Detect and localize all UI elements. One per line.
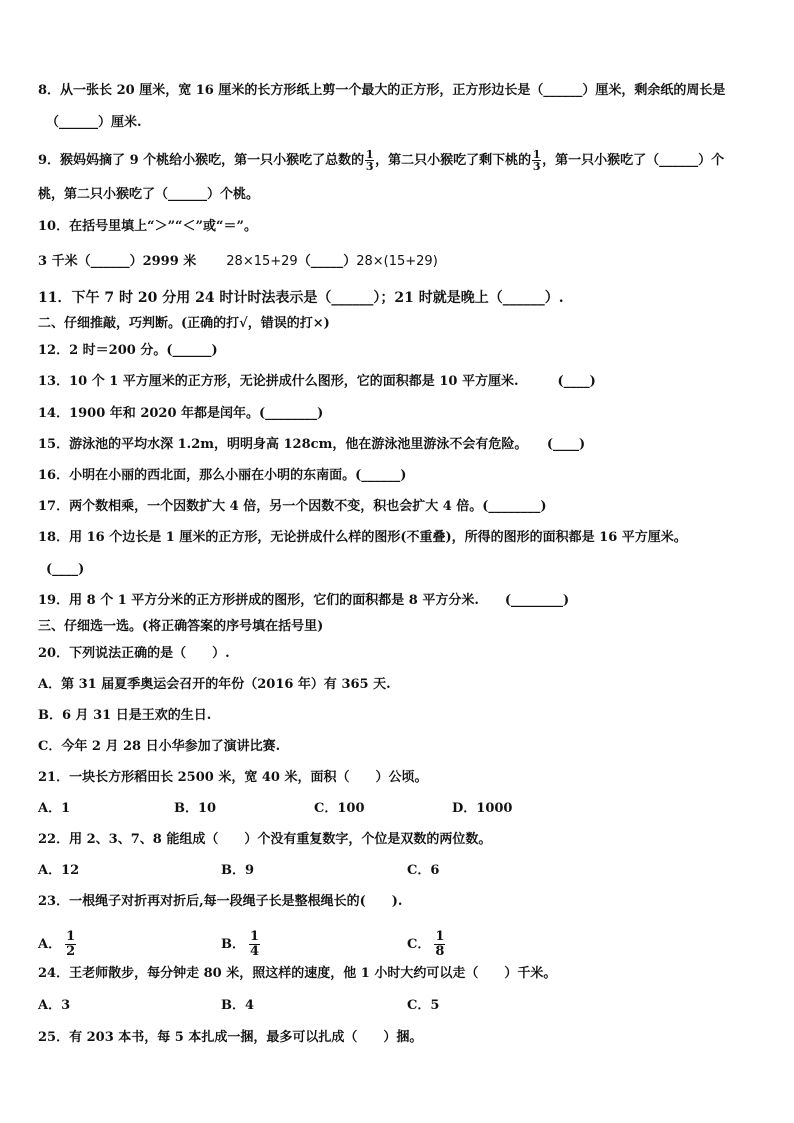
fraction-numerator: 1 [365,148,374,161]
q10-line2 [38,254,438,270]
fraction-denominator: 4 [249,944,260,959]
fraction-numerator: 1 [249,929,260,944]
q24-option-c: C．5 [407,998,440,1013]
q9-line2: 桃，第二只小猴吃了（______）个桃。 [38,187,260,202]
q22-option-a: A．12 [38,863,80,878]
q10-blank: （_____） [297,254,357,269]
q24-option-b: B．4 [221,998,255,1013]
q21-option-b: B．10 [174,801,217,816]
q8-line1: 8．从一张长 20 厘米，宽 16 厘米的长方形纸上剪一个最大的正方形，正方形边长是（______）厘米，剩余纸的周长是 [38,83,726,98]
q18-line2: (____) [46,562,85,577]
option-label: A． [38,937,62,952]
q24-stem: 24．王老师散步，每分钟走 80 米，照这样的速度，他 1 小时大约可以走（ ）千米。 [38,966,557,981]
q20-option-a: A．第 31 届夏季奥运会召开的年份（2016 年）有 365 天. [38,677,391,692]
fraction-numerator: 1 [435,929,445,944]
q20-stem: 20．下列说法正确的是（ ）. [38,646,230,661]
fraction-denominator: 3 [532,160,541,173]
fraction-denominator: 2 [66,944,76,959]
q21-stem: 21．一块长方形稻田长 2500 米，宽 40 米，面积（ ）公顷。 [38,770,428,785]
q9-text-3: ，第一只小猴吃了（______）个 [542,153,725,168]
q24-option-a: A．3 [38,998,71,1013]
q16: 16．小明在小丽的西北面，那么小丽在小明的东南面。(______) [38,468,407,483]
q20-option-c: C．今年 2 月 28 日小华参加了演讲比赛. [38,739,281,754]
q22-option-c: C．6 [407,863,440,878]
q21-option-a: A．1 [38,801,71,816]
fraction-one-eighth [434,930,445,959]
q10-line1: 10．在括号里填上“＞”“＜”或“＝”。 [38,219,257,234]
q9-fraction-2 [532,149,541,172]
q9-fraction-1 [365,149,374,172]
q8-line2: （______）厘米. [46,115,142,130]
q9-text-2: ，第二只小猴吃了剩下桃的 [375,153,532,168]
q12: 12．2 时＝200 分。(______) [38,343,218,358]
q22-stem: 22．用 2、3、7、8 能组成（ ）个没有重复数字，个位是双数的两位数。 [38,832,492,847]
fraction-numerator: 1 [66,929,76,944]
q9-line1 [38,149,724,172]
q23-stem: 23．一根绳子对折再对折后,每一段绳子长是整根绳长的( ). [38,894,403,909]
q14: 14．1900 年和 2020 年都是闰年。(________) [38,406,324,421]
q10-expr2: 28×(15+29) [356,254,438,269]
q9-text-1: 9．猴妈妈摘了 9 个桃给小猴吃，第一只小猴吃了总数的 [38,153,365,168]
q23-option-c [407,930,446,959]
q10-expr1: 28×15+29 [226,254,298,269]
q11: 11．下午 7 时 20 分用 24 时计时法表示是（______）；21 时就是晚上（______）. [38,290,564,306]
q13: 13．10 个 1 平方厘米的正方形，无论拼成什么图形，它的面积都是 10 平方厘米. (____) [38,374,596,389]
fraction-one-quarter [249,930,260,959]
fraction-denominator: 8 [435,944,445,959]
q22-option-b: B．9 [221,863,255,878]
q20-option-b: B．6 月 31 日是王欢的生日. [38,708,212,723]
fraction-numerator: 1 [532,148,541,161]
fraction-one-half [65,930,76,959]
q21-option-c: C．100 [314,801,365,816]
section-2-heading: 二、仔细推敲，巧判断。(正确的打√，错误的打×) [38,316,330,331]
q10-left: 3 千米（______）2999 米 [38,254,197,269]
q23-option-a [38,930,77,959]
q17: 17．两个数相乘，一个因数扩大 4 倍，另一个因数不变，积也会扩大 4 倍。(________) [38,499,547,514]
q23-option-b [221,930,261,959]
fraction-denominator: 3 [365,160,374,173]
q25: 25．有 203 本书，每 5 本扎成一捆，最多可以扎成（ ）捆。 [38,1030,423,1045]
q18-line1: 18．用 16 个边长是 1 厘米的正方形，无论拼成什么样的图形(不重叠)，所得的图形的面积都是 16 平方厘米。 [38,530,687,545]
q15: 15．游泳池的平均水深 1.2m，明明身高 128cm，他在游泳池里游泳不会有危险。 (____) [38,437,586,452]
option-label: B． [221,937,245,952]
q21-option-d: D．1000 [452,801,513,816]
q19: 19．用 8 个 1 平方分米的正方形拼成的图形，它们的面积都是 8 平方分米. (________) [38,593,570,608]
section-3-heading: 三、仔细选一选。(将正确答案的序号填在括号里) [38,619,324,634]
option-label: C． [407,937,431,952]
